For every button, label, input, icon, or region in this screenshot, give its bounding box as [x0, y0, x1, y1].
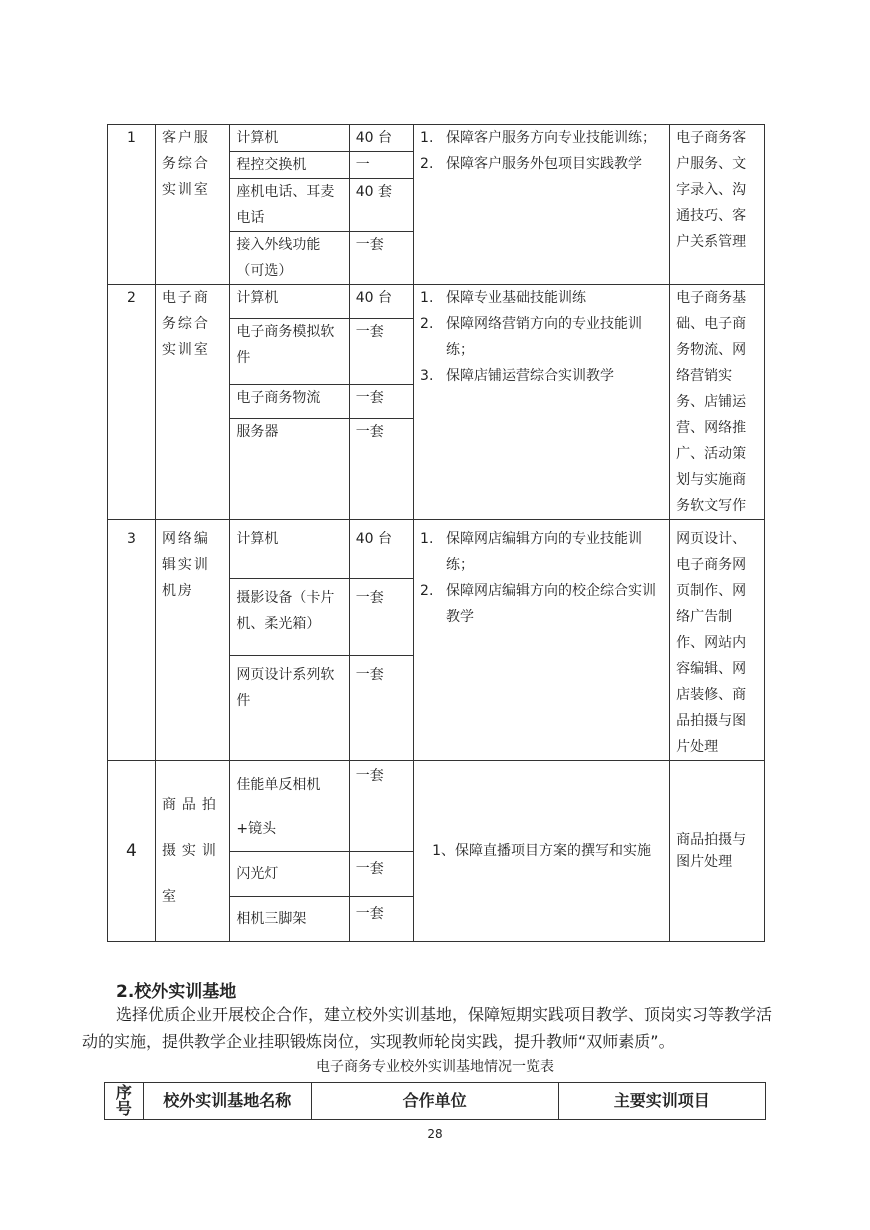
room-name: 电子商务综合实训室: [155, 285, 229, 520]
equipment-name: 计算机: [230, 520, 349, 579]
equipment-qty: 一套: [349, 419, 413, 520]
training-room-table: [107, 124, 765, 942]
column-header: 主要实训项目: [558, 1083, 765, 1120]
equipment-qty: 一套: [349, 656, 413, 761]
equipment-name: 服务器: [230, 419, 349, 520]
purpose-item: 2. 保障客户服务外包项目实践教学: [420, 156, 643, 172]
equipment-name: 闪光灯: [230, 852, 349, 897]
purpose-cell: [414, 761, 670, 942]
column-header: 合作单位: [311, 1083, 558, 1120]
equipment-name: 电子商务物流: [230, 385, 349, 419]
purpose-item: 2. 保障网店编辑方向的校企综合实训教学: [420, 583, 657, 625]
purpose-cell: [414, 520, 670, 761]
equipment-qty: 40 台: [349, 520, 413, 579]
room-name: 商品拍摄实训室: [155, 761, 229, 942]
column-header: 校外实训基地名称: [143, 1083, 311, 1120]
equipment-qty: 一套: [349, 579, 413, 656]
equipment-name: 程控交换机: [230, 152, 349, 179]
equipment-qty: 一套: [349, 897, 413, 942]
equipment-name: 电子商务模拟软件: [230, 318, 349, 384]
purpose-item: 1、保障直播项目方案的撰写和实施: [432, 843, 652, 859]
equipment-qty: 一套: [349, 761, 413, 852]
equipment-name: 接入外线功能（可选）: [230, 232, 349, 285]
row-number: 1: [108, 125, 156, 285]
purpose-item: 3. 保障店铺运营综合实训教学: [420, 368, 615, 384]
table-row: [108, 125, 765, 152]
table-caption: 电子商务专业校外实训基地情况一览表: [316, 1059, 554, 1075]
external-base-table: [104, 1082, 766, 1120]
course-list: 网页设计、电子商务网页制作、网络广告制作、网站内容编辑、网店装修、商品拍摄与图片处理: [670, 520, 765, 761]
equipment-name: 计算机: [230, 125, 349, 152]
table-row: [108, 761, 765, 852]
room-name: 网络编辑实训机房: [155, 520, 229, 761]
equipment-qty: 一套: [349, 385, 413, 419]
row-number: 2: [108, 285, 156, 520]
purpose-cell: [414, 285, 670, 520]
equipment-name: 相机三脚架: [230, 897, 349, 942]
section-title: 2.校外实训基地: [116, 982, 237, 1002]
room-name: 客户服务综合实训室: [155, 125, 229, 285]
section-paragraph: 选择优质企业开展校企合作，建立校外实训基地，保障短期实践项目教学、顶岗实习等教学活动的实施，提供教学企业挂职锻炼岗位，实现教师轮岗实践，提升教师“双师素质”。: [82, 1005, 773, 1051]
page-number: 28: [427, 1127, 443, 1141]
course-list: 电子商务基础、电子商务物流、网络营销实务、店铺运营、网络推广、活动策划与实施商务软文写作: [670, 285, 765, 520]
equipment-qty: 一套: [349, 318, 413, 384]
purpose-item: 2. 保障网络营销方向的专业技能训练；: [420, 316, 643, 358]
equipment-qty: 40 台: [349, 125, 413, 152]
purpose-cell: [414, 125, 670, 285]
equipment-qty: 40 台: [349, 285, 413, 319]
equipment-qty: 一: [349, 152, 413, 179]
row-number: 3: [108, 520, 156, 761]
purpose-item: 1. 保障网店编辑方向的专业技能训练；: [420, 531, 643, 573]
equipment-qty: 一套: [349, 852, 413, 897]
equipment-name: 佳能单反相机+镜头: [230, 761, 349, 852]
table-row: [108, 285, 765, 319]
table-header-row: [105, 1083, 766, 1120]
course-list: 电子商务客户服务、文字录入、沟通技巧、客户关系管理: [670, 125, 765, 285]
equipment-qty: 40 套: [349, 179, 413, 232]
column-header: 序号: [105, 1083, 144, 1120]
row-number: 4: [108, 761, 156, 942]
purpose-item: 1. 保障专业基础技能训练: [420, 290, 587, 306]
equipment-name: 座机电话、耳麦电话: [230, 179, 349, 232]
course-list: 商品拍摄与图片处理: [670, 761, 765, 942]
equipment-qty: 一套: [349, 232, 413, 285]
table-row: [108, 520, 765, 579]
equipment-name: 摄影设备（卡片机、柔光箱）: [230, 579, 349, 656]
purpose-item: 1. 保障客户服务方向专业技能训练；: [420, 130, 657, 146]
equipment-name: 网页设计系列软件: [230, 656, 349, 761]
equipment-name: 计算机: [230, 285, 349, 319]
